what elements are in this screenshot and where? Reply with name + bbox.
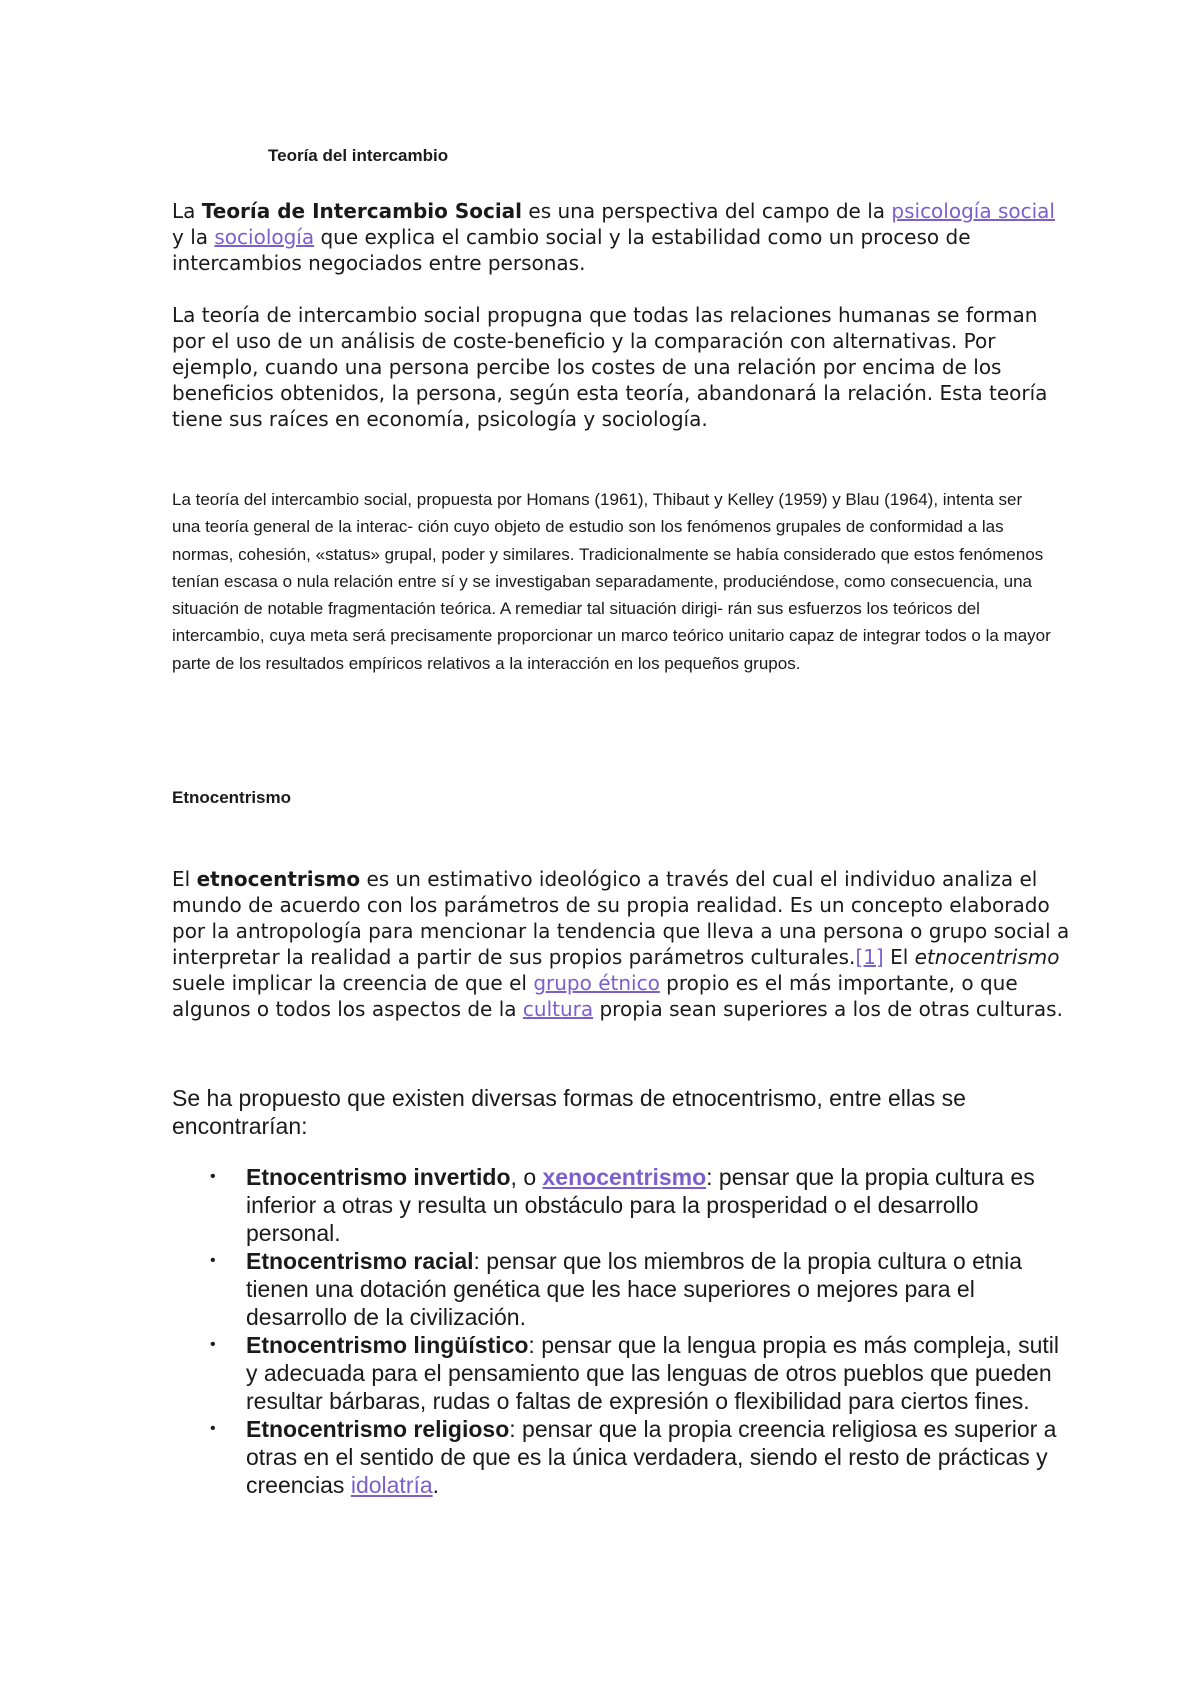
link-grupo-etnico[interactable]: grupo étnico: [533, 971, 660, 995]
text: : pensar que los miembros de la propia cultura o etnia tienen una dotación genética que les hace superiores o mejores para el desarrollo de la civilización.: [246, 1248, 1023, 1330]
bullet-icon: •: [210, 1336, 216, 1353]
bullet-icon: •: [210, 1252, 216, 1269]
bold-term: Etnocentrismo lingüístico: [246, 1332, 529, 1358]
bullet-icon: •: [210, 1168, 216, 1185]
text: : pensar que la lengua propia es más compleja, sutil y adecuada para el pensamiento que las lenguas de otros pueblos que pueden resultar bárbaras, rudas o faltas de expresión o flexibilidad para ciertos fines.: [246, 1332, 1060, 1414]
italic-term: etnocentrismo: [914, 945, 1060, 969]
text: y la: [172, 225, 215, 249]
link-xenocentrismo[interactable]: xenocentrismo: [542, 1164, 707, 1190]
text: , o: [510, 1164, 543, 1190]
text: propia sean superiores a los de otras culturas.: [593, 997, 1063, 1021]
text: El: [172, 867, 197, 891]
etnocentrismo-forms-list: [172, 1163, 1072, 1499]
text: : pensar que la propia creencia religiosa es superior a otras en el sentido de que es la única verdadera, siendo el resto de prácticas y creencias: [246, 1416, 1057, 1498]
text: es una perspectiva del campo de la: [522, 199, 892, 223]
list-item: [172, 1331, 1072, 1415]
list-item: [172, 1163, 1072, 1247]
paragraph-etnocentrismo-def: [172, 866, 1072, 1022]
text: propio es el más importante, o que algunos o todos los aspectos de la: [172, 971, 1018, 1021]
list-item: [172, 1415, 1072, 1499]
text: El: [883, 945, 915, 969]
list-item: [172, 1247, 1072, 1331]
bold-term: Etnocentrismo racial: [246, 1248, 474, 1274]
section-title-intercambio: Teoría del intercambio: [268, 146, 449, 165]
link-idolatria[interactable]: idolatría: [350, 1472, 433, 1498]
text: : pensar que la propia cultura es inferior a otras y resulta un obstáculo para la prosperidad o el desarrollo personal.: [246, 1164, 1035, 1246]
section-title-etnocentrismo: Etnocentrismo: [172, 788, 292, 807]
text: suele implicar la creencia de que el: [172, 971, 534, 995]
paragraph-coste-beneficio: La teoría de intercambio social propugna que todas las relaciones humanas se forman por el uso de un análisis de coste-beneficio y la comparación con alternativas. Por ejemplo, cuando una persona percibe los costes de una relación por encima de los beneficios obtenidos, la persona, según esta teoría, abandonará la relación. Esta teoría tiene sus raíces en economía, psicología y sociología.: [172, 303, 1048, 431]
link-psicologia-social[interactable]: psicología social: [891, 199, 1055, 223]
link-cultura[interactable]: cultura: [522, 997, 594, 1021]
bullet-icon: •: [210, 1420, 216, 1437]
paragraph-homans: La teoría del intercambio social, propuesta por Homans (1961), Thibaut y Kelley (1959) y Blau (1964), intenta ser una teoría general de la interac- ción cuyo objeto de estudio son los fenómenos grupales de conformidad a las normas, cohesión, «status» grupal, poder y similares. Tradicionalmente se había considerado que estos fenómenos tenían escasa o nula relación entre sí y se investigaban separadamente, produciéndose, como consecuencia, una situación de notable fragmentación teórica. A remediar tal situación dirigi- rán sus esfuerzos los teóricos del intercambio, cuya meta será precisamente proporcionar un marco teórico unitario capaz de integrar todos o la mayor parte de los resultados empíricos relativos a la interacción en los pequeños grupos.: [172, 490, 1051, 673]
paragraph-intro-intercambio: [172, 198, 1072, 276]
text: La: [172, 199, 202, 223]
text: .: [432, 1472, 440, 1498]
bold-term: Teoría de Intercambio Social: [201, 199, 523, 223]
link-sociologia[interactable]: sociología: [214, 225, 315, 249]
bold-term: etnocentrismo: [196, 867, 361, 891]
text: que explica el cambio social y la estabilidad como un proceso de intercambios negociados entre personas.: [172, 225, 971, 275]
footnote-link-1[interactable]: [1]: [855, 945, 884, 969]
text: es un estimativo ideológico a través del cual el individuo analiza el mundo de acuerdo con los parámetros de su propia realidad. Es un concepto elaborado por la antropología para mencionar la tendencia que lleva a una persona o grupo social a interpretar la realidad a partir de sus propios parámetros culturales.: [172, 867, 1070, 969]
bold-term: Etnocentrismo religioso: [246, 1416, 510, 1442]
paragraph-formas-intro: Se ha propuesto que existen diversas formas de etnocentrismo, entre ellas se encontrarían:: [172, 1085, 966, 1139]
bold-term: Etnocentrismo invertido: [246, 1164, 511, 1190]
